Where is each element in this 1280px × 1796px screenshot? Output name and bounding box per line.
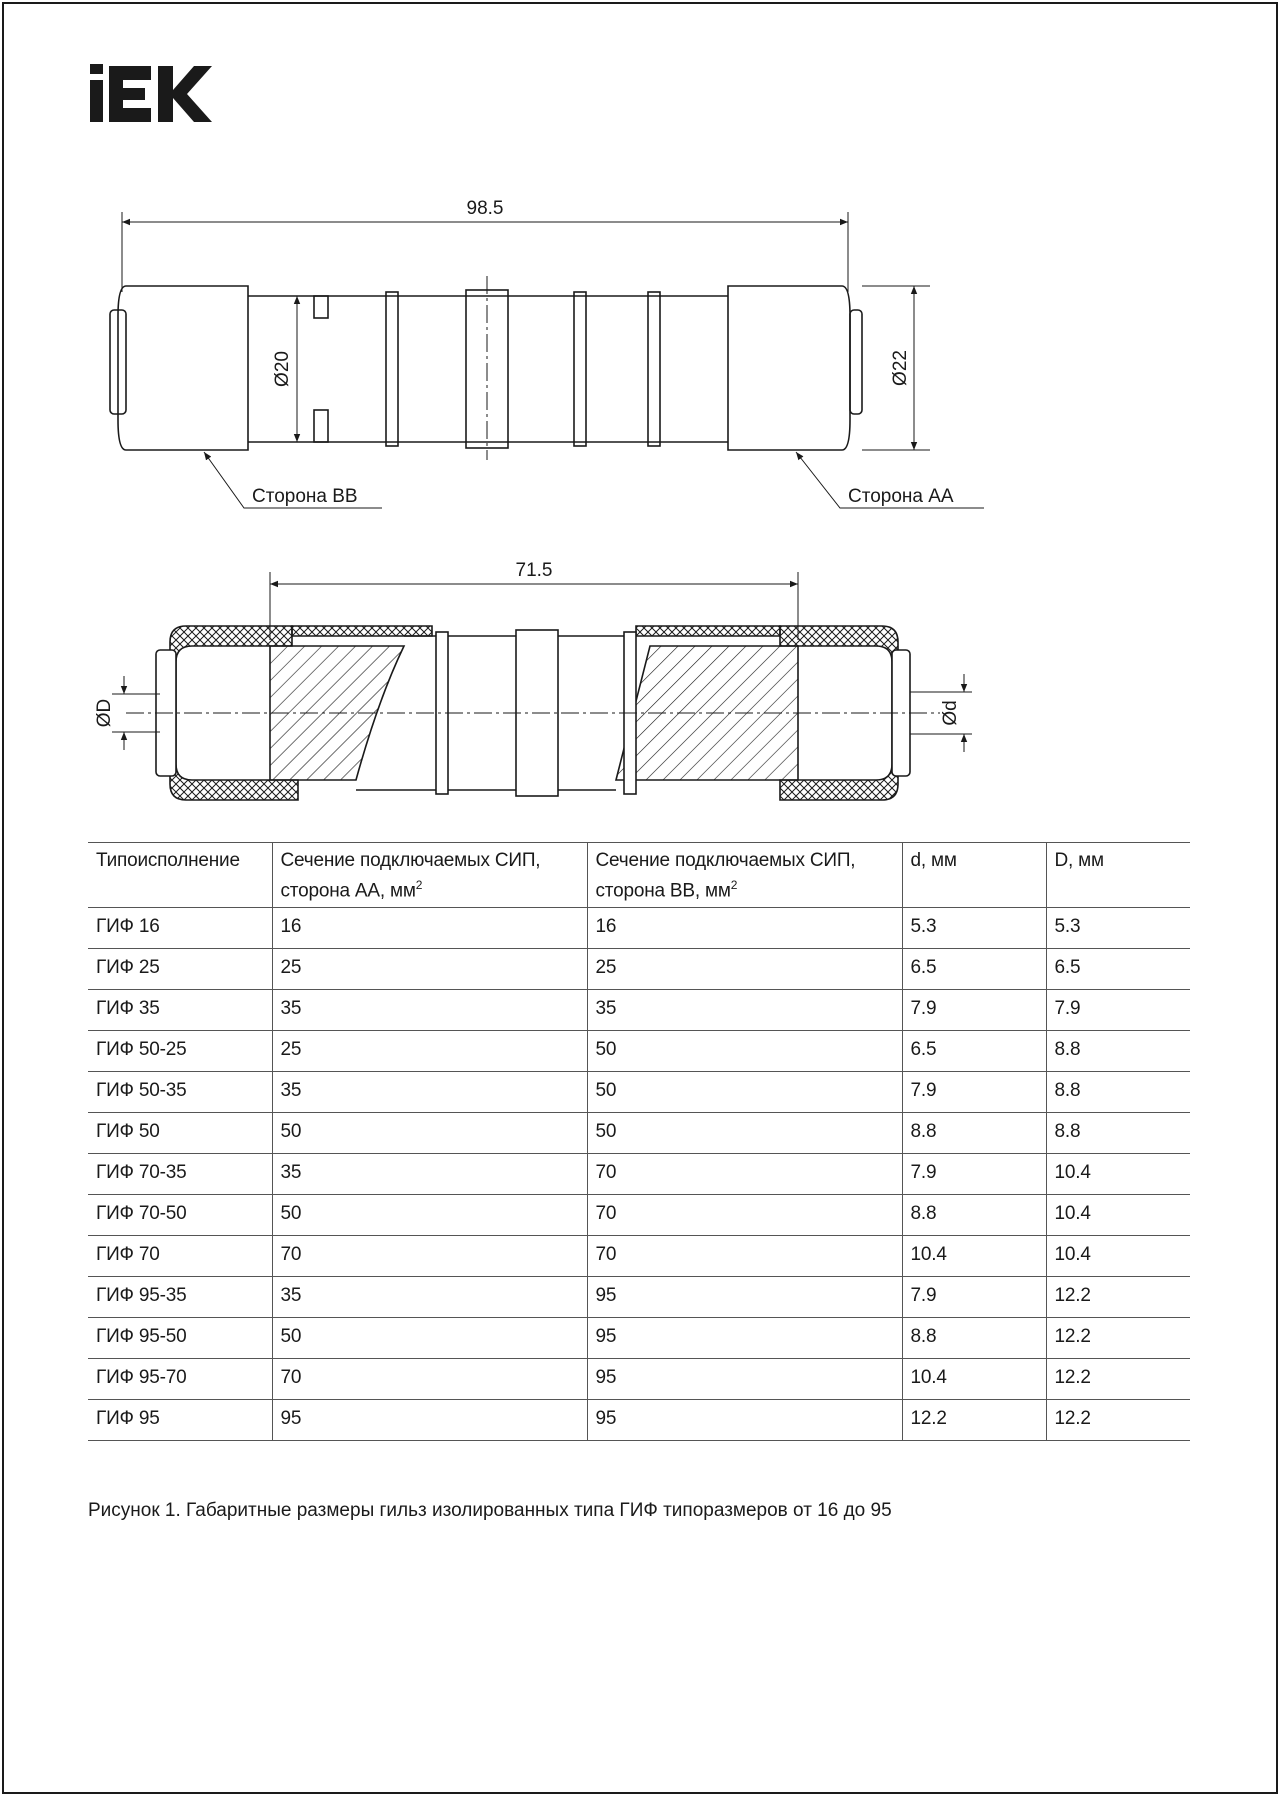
dim-inner-diameter: Ø20 xyxy=(272,351,293,387)
table-row: ГИФ 70-35 35 70 7.9 10.4 xyxy=(88,1154,1190,1195)
header-type: Типоисполнение xyxy=(88,843,272,908)
top-view xyxy=(110,212,862,460)
header-d: d, мм xyxy=(902,843,1046,908)
table-row: ГИФ 95-50 50 95 8.8 12.2 xyxy=(88,1318,1190,1359)
section-view xyxy=(126,572,940,800)
table-row: ГИФ 95-70 70 95 10.4 12.2 xyxy=(88,1359,1190,1400)
table-row: ГИФ 95 95 95 12.2 12.2 xyxy=(88,1400,1190,1441)
table-row: ГИФ 70 70 70 10.4 10.4 xyxy=(88,1236,1190,1277)
table-row: ГИФ 50-25 25 50 6.5 8.8 xyxy=(88,1031,1190,1072)
dim-bottom-length: 71.5 xyxy=(515,560,553,581)
table-row: ГИФ 16 16 16 5.3 5.3 xyxy=(88,908,1190,949)
sleeve-drawing xyxy=(0,0,1280,830)
table-row: ГИФ 95-35 35 95 7.9 12.2 xyxy=(88,1277,1190,1318)
spec-table xyxy=(88,842,1190,1441)
header-aa: Сечение подключаемых СИП, сторона АА, $мм^2$ xyxy=(272,843,587,908)
header-D: D, мм xyxy=(1046,843,1190,908)
dim-outer-diameter: Ø22 xyxy=(890,350,911,386)
dim-big-d: ØD xyxy=(94,698,115,728)
dim-small-d: Ød xyxy=(940,700,961,726)
dim-top-length: 98.5 xyxy=(466,198,504,219)
table-row: ГИФ 35 35 35 7.9 7.9 xyxy=(88,990,1190,1031)
header-bb: Сечение подключаемых СИП, сторона ВВ, $мм^2$ xyxy=(587,843,902,908)
label-side-aa: Сторона АА xyxy=(848,486,954,507)
figure-caption: Рисунок 1. Габаритные размеры гильз изолированных типа ГИФ типоразмеров от 16 до 95 xyxy=(88,1500,892,1521)
label-side-bb: Сторона ВВ xyxy=(252,486,358,507)
table-row: ГИФ 25 25 25 6.5 6.5 xyxy=(88,949,1190,990)
table-row: ГИФ 70-50 50 70 8.8 10.4 xyxy=(88,1195,1190,1236)
table-row: ГИФ 50-35 35 50 7.9 8.8 xyxy=(88,1072,1190,1113)
table-row: ГИФ 50 50 50 8.8 8.8 xyxy=(88,1113,1190,1154)
table-header-row xyxy=(88,843,1190,908)
